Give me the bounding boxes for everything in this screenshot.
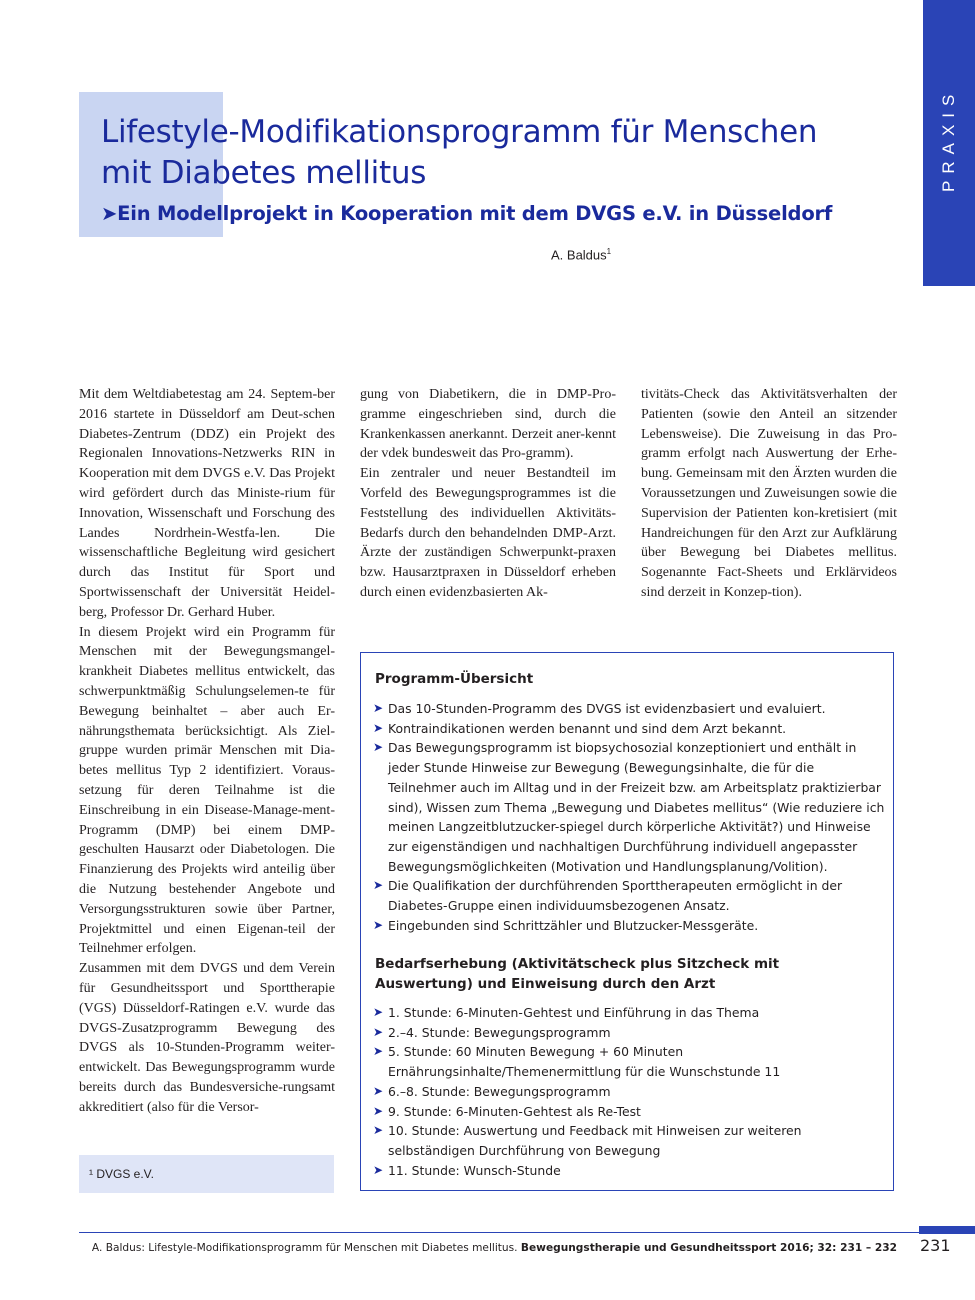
- paragraph: Mit dem Weltdiabetestag am 24. Septem-ber 2016 startete in Düsseldorf am Deut-schen Diabetes-Zentrum (DDZ) ein Projekt des Regionalen Innovations-Netzwerks RIN in Kooperation mit dem DVGS e.V. Das Projekt wird gefördert durch das Ministe-rium für Innovation, Wissenschaft und Forschung des Landes Nordrhein-Westfa-len. Die wissenschaftliche Begleitung wird gesichert durch das Institut für Sport und Sportwissenschaft der Universität Heidel-berg, Professor Dr. Gerhard Huber.: [79, 387, 335, 620]
- list-item: ➤ Kontraindikationen werden benannt und sind dem Arzt bekannt.: [373, 719, 885, 739]
- arrow-bullet-icon: ➤: [373, 701, 384, 715]
- arrow-bullet-icon: ➤: [373, 720, 384, 735]
- author-footnote-mark: 1: [606, 247, 612, 256]
- article-subtitle-text: Ein Modellprojekt in Kooperation mit dem DVGS e.V. in Düsseldorf: [117, 202, 833, 225]
- body-column-1: [79, 385, 335, 1117]
- body-column-2: [360, 385, 616, 603]
- arrow-bullet-icon: ➤: [373, 917, 384, 932]
- article-title-line1: Lifestyle-Modifikationsprogramm für Menschen: [101, 114, 818, 150]
- footnote: ¹ DVGS e.V.: [89, 1167, 154, 1181]
- box-heading-assessment: Bedarfserhebung (Aktivitätscheck plus Sitzcheck mit Auswertung) und Einweisung durch den Arzt: [375, 956, 780, 992]
- box-heading-overview: Programm-Übersicht: [375, 671, 534, 687]
- arrow-bullet-icon: ➤: [373, 740, 384, 755]
- author-name: A. Baldus: [551, 247, 607, 263]
- footer-rule: [79, 1232, 919, 1233]
- session-list: [373, 1003, 885, 1180]
- arrow-bullet-icon: ➤: [373, 1103, 384, 1118]
- page-number: 231: [920, 1236, 951, 1255]
- footer-citation: [92, 1242, 897, 1254]
- journal-reference: Bewegungstherapie und Gesundheitssport 2016; 32: 231 – 232: [520, 1242, 897, 1254]
- paragraph: Ein zentraler und neuer Bestandteil im Vorfeld des Bewegungsprogrammes ist die Feststellung des individuellen Aktivitäts-Bedarfs durch den behandelnden DMP-Arzt. Ärzte der zuständigen Schwerpunkt-praxen bzw. Hausarztpraxen in Düsseldorf erheben durch einen evidenzbasierten Ak-: [360, 466, 616, 600]
- arrow-bullet-icon: ➤: [373, 1083, 384, 1098]
- list-item: ➤ 11. Stunde: Wunsch-Stunde: [373, 1161, 885, 1181]
- citation-text: A. Baldus: Lifestyle-Modifikationsprogramm für Menschen mit Diabetes mellitus.: [91, 1242, 521, 1254]
- section-tab-label: PRAXIS: [939, 88, 958, 193]
- arrow-bullet-icon: ➤: [373, 1044, 384, 1059]
- list-item: ➤ 10. Stunde: Auswertung und Feedback mit Hinweisen zur weiteren selbständigen Durchführung von Bewegung: [373, 1123, 802, 1158]
- arrow-bullet-icon: ➤: [373, 1123, 384, 1138]
- paragraph: In diesem Projekt wird ein Programm für Menschen mit der Bewegungsmangel-krankheit Diabetes mellitus entwickelt, das schwerpunktmäßig Schulungselemen-te für Bewegung beinhaltet – aber auch Er-nährungsthemata berücksichtigt. Als Ziel-gruppe wurden primär Menschen mit Dia-betes mellitus Typ 2 identifiziert. Voraus-setzung für deren Teilnahme ist die Einschreibung in ein Disease-Manage-ment-Programm (DMP) bei einem DMP-geschulten Hausarzt oder Diabetologen. Die Finanzierung des Projekts wird anteilig über die Nutzung bestehender Angebote und Versorgungsstrukturen sowie über Partner, Projektmittel und einen Eigenan-teil der Teilnehmer erfolgen.: [79, 624, 335, 957]
- list-item: ➤ Das 10-Stunden-Programm des DVGS ist evidenzbasiert und evaluiert.: [373, 699, 885, 719]
- arrow-bullet-icon: ➤: [373, 1005, 384, 1019]
- arrow-bullet-icon: ➤: [101, 202, 118, 225]
- page-number-bar: [919, 1226, 975, 1234]
- list-item: ➤ Eingebunden sind Schrittzähler und Blutzucker-Messgeräte.: [373, 916, 885, 936]
- list-item: ➤ 6.–8. Stunde: Bewegungsprogramm: [373, 1082, 885, 1102]
- arrow-bullet-icon: ➤: [373, 1024, 384, 1039]
- list-item: ➤ 1. Stunde: 6-Minuten-Gehtest und Einführung in das Thema: [373, 1003, 885, 1023]
- author: [551, 247, 611, 262]
- arrow-bullet-icon: ➤: [373, 1162, 384, 1177]
- arrow-bullet-icon: ➤: [373, 878, 384, 893]
- paragraph: Zusammen mit dem DVGS und dem Verein für Gesundheitssport und Sporttherapie (VGS) Düsseldorf-Ratingen e.V. wurde das DVGS-Zusatzprogramm Bewegung des DVGS als 10-Stunden-Programm weiter-entwickelt. Das Bewegungsprogramm wurde bereits durch das Bundesversiche-rungsamt akkreditiert (also für die Versor-: [79, 961, 335, 1115]
- list-item: ➤ 5. Stunde: 60 Minuten Bewegung + 60 Minuten Ernährungsinhalte/Themenermittlung für die Wunschstunde 11: [373, 1044, 781, 1080]
- list-item: ➤ Das Bewegungsprogramm ist biopsychosozial konzeptioniert und enthält in jeder Stunde Hinweise zur Bewegung (Bewegungsinhalte, die für die Teilnehmer auch im Alltag und in der Freizeit bzw. am Arbeitsplatz praktizierbar sind), Wissen zum Thema „Bewegung und Diabetes mellitus“ (Wie reduziere ich meinen Langzeitblutzucker-spiegel durch körperliche Aktivität?) und Hinweise zur eigenständigen und nachhaltigen Durchführung individuell angepasster Bewegungsmöglichkeiten (Motivation und Handlungsplanung/Volition).: [373, 740, 885, 874]
- paragraph: gung von Diabetikern, die in DMP-Pro-gramme eingeschrieben sind, durch die Krankenkassen anerkannt. Derzeit aner-kennt der vdek bundesweit das Pro-gramm).: [360, 387, 616, 462]
- list-item: ➤ Die Qualifikation der durchführenden Sporttherapeuten ermöglicht in der Diabetes-Gruppe einen individuumsbezogenen Ansatz.: [373, 878, 843, 914]
- body-column-3: [641, 385, 897, 603]
- article-title-line2: mit Diabetes mellitus: [101, 155, 427, 191]
- list-item: ➤ 9. Stunde: 6-Minuten-Gehtest als Re-Test: [373, 1102, 885, 1122]
- article-title: [101, 112, 901, 194]
- overview-list: [373, 699, 885, 935]
- paragraph: tivitäts-Check das Aktivitätsverhalten der Patienten (sowie den Anteil an sitzender Lebensweise). Die Zuweisung in das Pro-gramm erfolgt nach Auswertung der Erhe-bung. Gemeinsam mit den Ärzten wurden die Voraussetzungen und Zuweisungen sowie die Supervision der Patienten kon-kretisiert (mit Handreichungen für den Arzt zur Aufklärung über Bewegung bei Diabetes mellitus. Sogenannte Fact-Sheets und Erklärvideos sind derzeit in Konzep-tion).: [641, 387, 897, 600]
- article-subtitle: [101, 200, 832, 228]
- list-item: ➤ 2.–4. Stunde: Bewegungsprogramm: [373, 1023, 885, 1043]
